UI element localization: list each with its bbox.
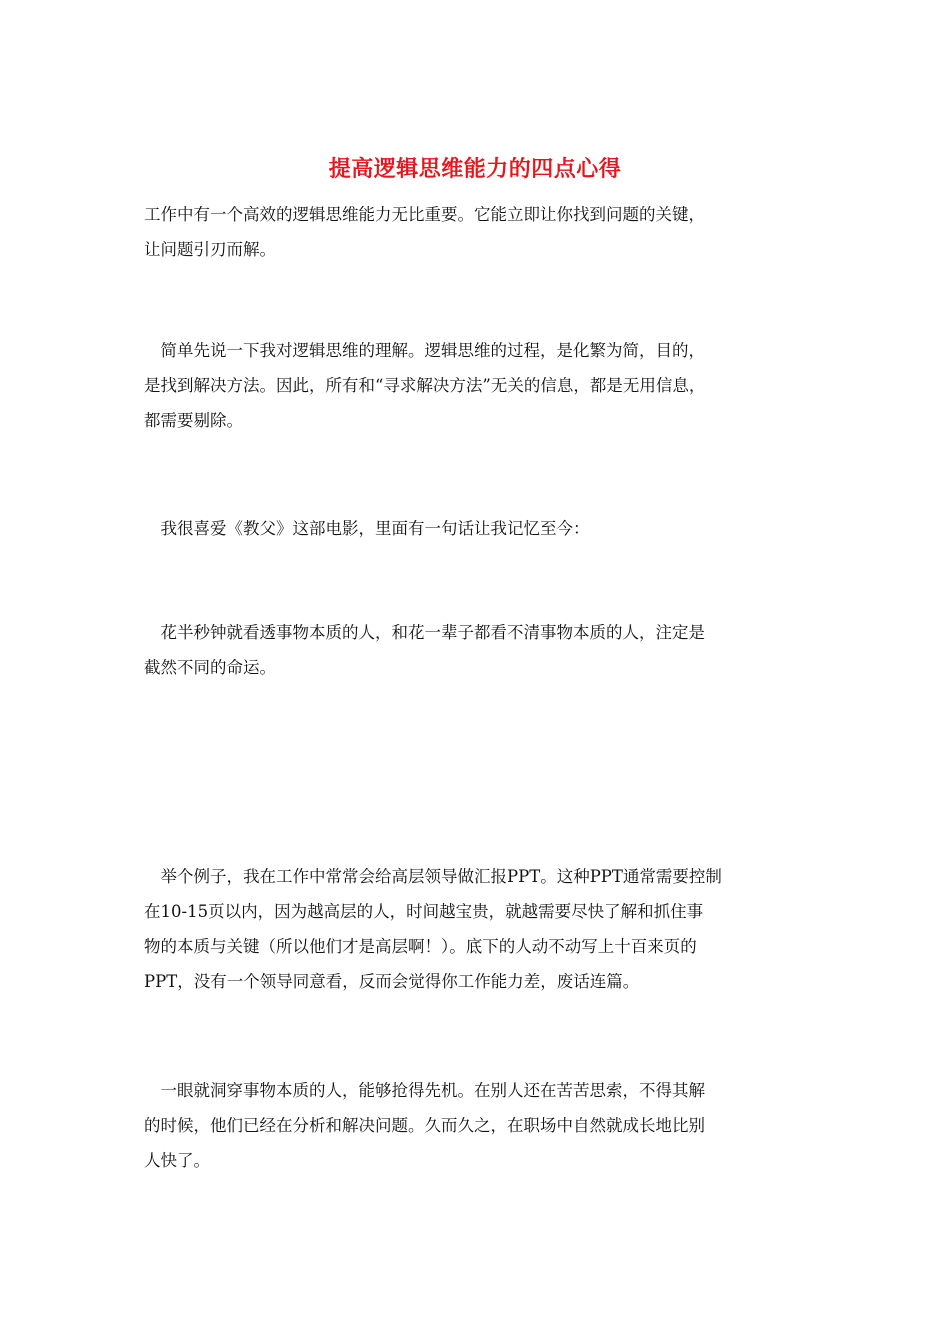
paragraph-ppt-example: 举个例子，我在工作中常常会给高层领导做汇报PPT。这种PPT通常需要控制 在10-15页以内，因为越高层的人，时间越宝贵，就越需要尽快了解和抓住事 物的本质与关键（所以他们才是高层啊！）。底下的人动不动写上十百来页的 PPT，没有一个领导同意看，反而会觉得你工作能力差，废话连篇。 [144, 867, 722, 991]
paragraph-godfather-intro: 我很喜爱《教父》这部电影，里面有一句话让我记忆至今： [144, 519, 590, 538]
document-title: 提高逻辑思维能力的四点心得 [328, 156, 622, 182]
paragraph-first-mover: 一眼就洞穿事物本质的人，能够抢得先机。在别人还在苦苦思索，不得其解 的时候，他们已经在分析和解决问题。久而久之，在职场中自然就成长地比别 人快了。 [144, 1081, 705, 1170]
paragraph-godfather-quote: 花半秒钟就看透事物本质的人，和花一辈子都看不清事物本质的人，注定是 截然不同的命运。 [144, 623, 705, 677]
paragraph-intro: 工作中有一个高效的逻辑思维能力无比重要。它能立即让你找到问题的关键， 让问题引刃而解。 [144, 205, 705, 259]
paragraph-logic-definition: 简单先说一下我对逻辑思维的理解。逻辑思维的过程，是化繁为简，目的， 是找到解决方法。因此，所有和“寻求解决方法”无关的信息，都是无用信息， 都需要剔除。 [144, 341, 706, 430]
